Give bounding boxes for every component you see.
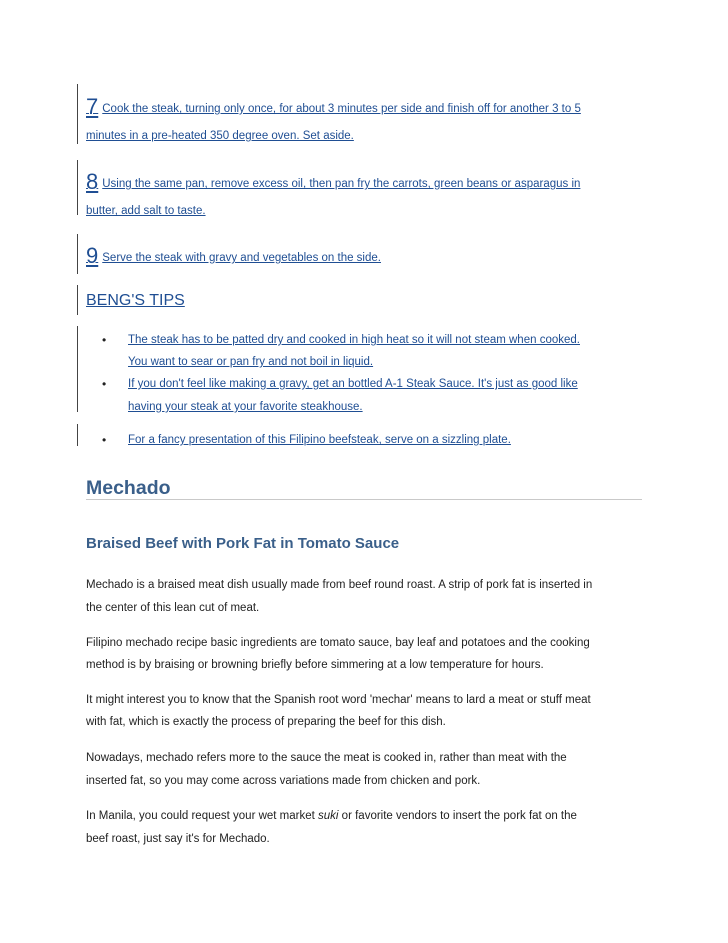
tip-3-line-1[interactable]: For a fancy presentation of this Filipino beefsteak, serve on a sizzling plate. [128,434,511,446]
step-number: 9 [86,243,99,268]
paragraph-text: In Manila, you could request your wet market [86,810,319,822]
step-number: 8 [86,169,99,194]
paragraph-1-line-2: the center of this lean cut of meat. [86,602,260,614]
paragraph-5-line-2: beef roast, just say it's for Mechado. [86,833,270,845]
tip-1-line-1[interactable]: The steak has to be patted dry and cooked in high heat so it will not steam when cooked. [128,334,580,346]
tip-2-line-2[interactable]: having your steak at your favorite steakhouse. [128,401,363,413]
tip-2-line-1[interactable]: If you don't feel like making a gravy, get an bottled A-1 Steak Sauce. It's just as good like [128,378,578,390]
paragraph-2-line-1: Filipino mechado recipe basic ingredients are tomato sauce, bay leaf and potatoes and the cooking [86,637,590,649]
step-7-line-1[interactable] [86,94,581,119]
margin-bar [77,285,78,315]
step-8-line-2[interactable] [86,204,206,218]
paragraph-5-line-1 [86,809,577,823]
paragraph-3-line-2: with fat, which is exactly the process of preparing the beef for this dish. [86,716,446,728]
section-title: Mechado [86,477,171,499]
bullet-icon: • [102,333,107,347]
margin-bar [77,424,78,446]
bullet-icon: • [102,433,107,447]
step-text: Cook the steak, turning only once, for about 3 minutes per side and finish off for another 3 to 5 [102,103,581,115]
heading-divider [86,499,642,500]
tips-heading[interactable]: BENG'S TIPS [86,292,185,309]
step-9-line-1[interactable] [86,243,381,268]
step-7-line-2[interactable] [86,129,354,143]
bullet-icon: • [102,377,107,391]
step-text: minutes in a pre-heated 350 degree oven. Set aside. [86,130,354,142]
step-text: Using the same pan, remove excess oil, then pan fry the carrots, green beans or asparagus in [102,178,581,190]
emphasis-text: suki [318,810,339,822]
step-number: 7 [86,94,99,119]
margin-bar [77,234,78,274]
margin-bar [77,326,78,412]
margin-bar [77,84,78,144]
section-subtitle: Braised Beef with Pork Fat in Tomato Sauce [86,535,400,552]
paragraph-1-line-1: Mechado is a braised meat dish usually made from beef round roast. A strip of pork fat is inserted in [86,579,593,591]
paragraph-text: or favorite vendors to insert the pork fat on the [338,810,577,822]
step-8-line-1[interactable] [86,169,581,194]
paragraph-4-line-2: inserted fat, so you may come across variations made from chicken and pork. [86,775,481,787]
step-text: butter, add salt to taste. [86,205,206,217]
paragraph-3-line-1: It might interest you to know that the Spanish root word 'mechar' means to lard a meat or stuff meat [86,694,591,706]
paragraph-4-line-1: Nowadays, mechado refers more to the sauce the meat is cooked in, rather than meat with the [86,752,567,764]
margin-bar [77,160,78,215]
paragraph-2-line-2: method is by braising or browning briefly before simmering at a low temperature for hours. [86,659,544,671]
step-text: Serve the steak with gravy and vegetables on the side. [102,252,381,264]
tip-1-line-2[interactable]: You want to sear or pan fry and not boil in liquid. [128,356,374,368]
